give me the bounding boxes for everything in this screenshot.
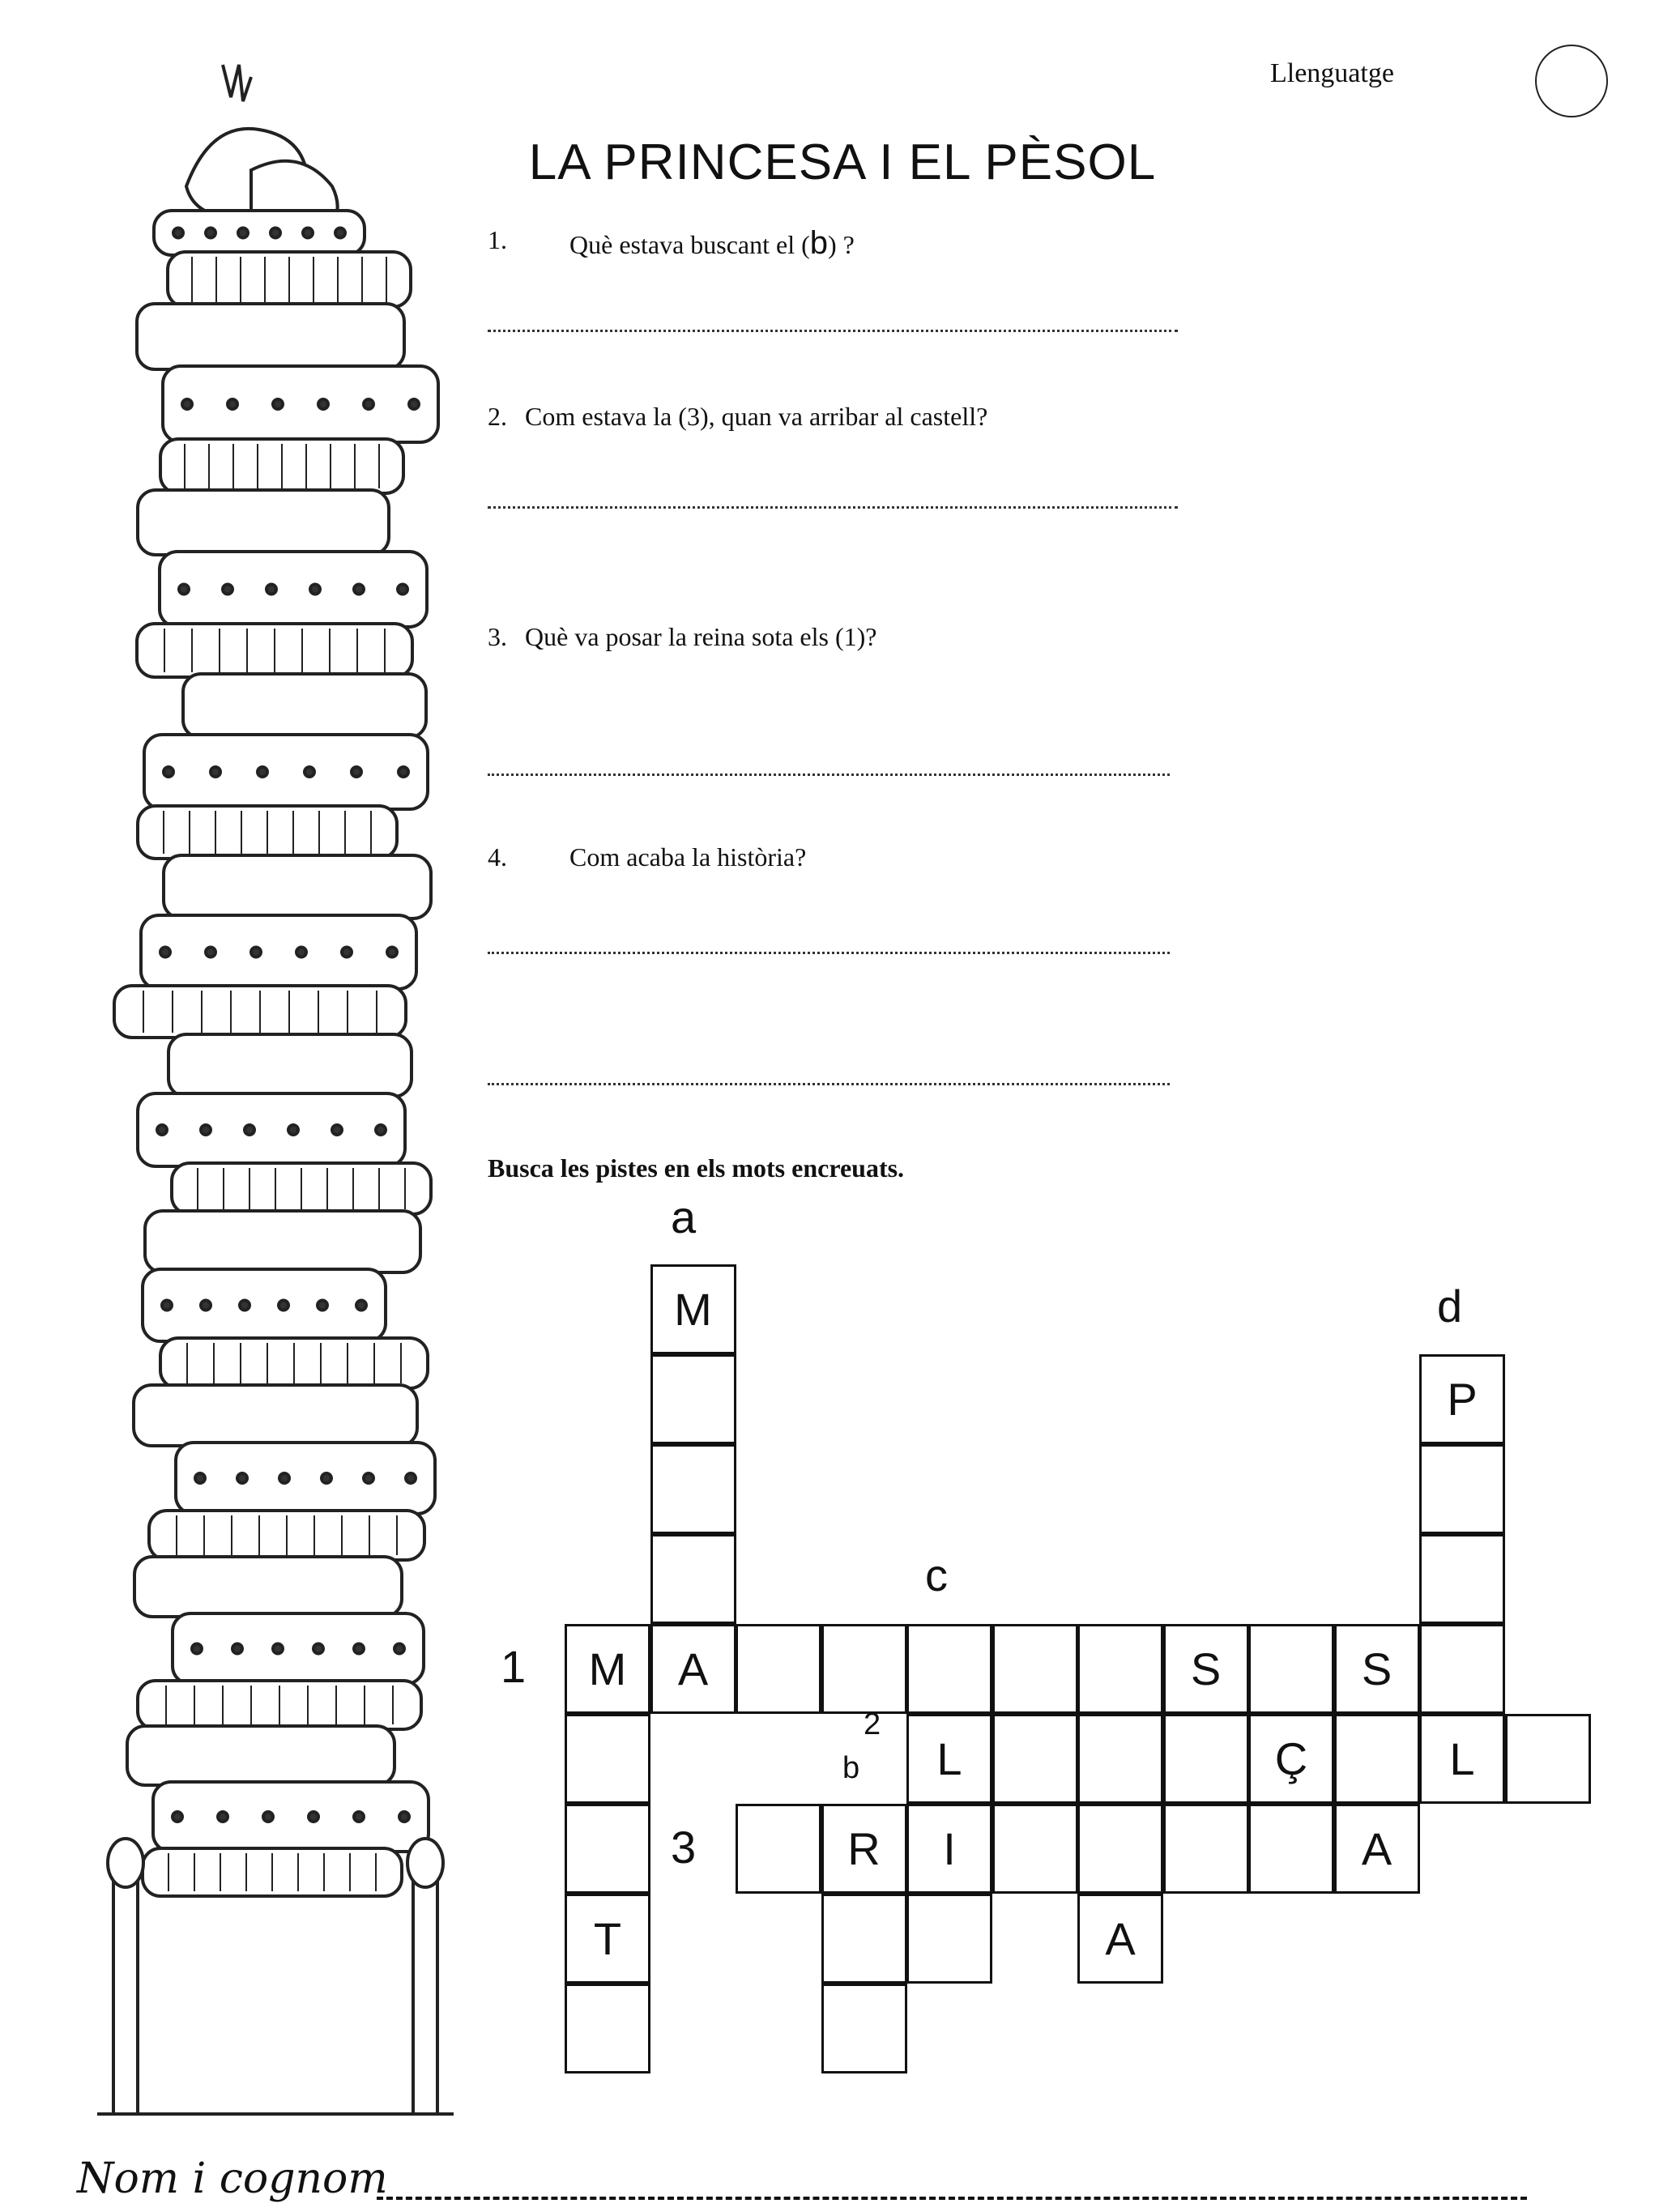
crossword-cell[interactable] <box>1505 1714 1591 1804</box>
crossword-cell[interactable] <box>992 1624 1078 1714</box>
clue-label-a: a <box>671 1191 697 1242</box>
crossword-given-letter: M <box>674 1284 712 1335</box>
mattress-shape <box>145 1211 420 1272</box>
mattress-dot <box>335 228 345 238</box>
crossword-cell[interactable] <box>1419 1444 1505 1534</box>
mattress-dot <box>364 399 373 409</box>
mattress-dot <box>228 399 237 409</box>
mattress-shape <box>143 1269 386 1341</box>
mattress-dot <box>288 1125 298 1135</box>
mattress-dot <box>398 585 407 595</box>
mattress-shape <box>137 304 404 369</box>
mattress-dot <box>296 948 306 957</box>
mattress-shape <box>134 1385 417 1446</box>
crossword-cell[interactable] <box>1419 1534 1505 1624</box>
mattress-shape <box>154 211 365 255</box>
mattress-shape <box>176 1443 435 1514</box>
clue-label-c: c <box>925 1549 948 1600</box>
crossword-given-letter: P <box>1447 1374 1478 1425</box>
mattress-dot <box>271 228 280 238</box>
mattress-dot <box>354 1812 364 1822</box>
mattress-shape <box>163 366 438 442</box>
question-4-text: Com acaba la història? <box>569 842 807 872</box>
mattress-dot <box>354 585 364 595</box>
page-title: LA PRINCESA I EL PÈSOL <box>528 134 1157 190</box>
mattress-shape <box>138 1093 405 1166</box>
mattress-dot <box>318 1301 327 1311</box>
mattress-dot <box>218 1812 228 1822</box>
question-3-number: 3. <box>488 622 507 651</box>
mattress-dot <box>211 767 220 777</box>
mattress-shape <box>183 674 426 738</box>
crossword-cell[interactable] <box>565 1804 650 1894</box>
clue-label-b: b <box>842 1751 860 1785</box>
question-1-number: 1. <box>488 225 507 254</box>
grade-circle <box>1535 45 1608 117</box>
crossword-cell[interactable] <box>1419 1624 1505 1714</box>
crossword-cell[interactable] <box>821 1624 907 1714</box>
crossword-cell[interactable] <box>1163 1804 1249 1894</box>
mattress-dot <box>195 1473 205 1483</box>
subject-label: Llenguatge <box>1270 58 1394 88</box>
mattress-dot <box>173 228 183 238</box>
crossword-cell[interactable] <box>992 1804 1078 1894</box>
mattress-dot <box>406 1473 416 1483</box>
mattress-shape <box>168 1034 412 1097</box>
mattress-dot <box>164 767 173 777</box>
mattress-shape <box>153 1782 429 1852</box>
crossword-cell[interactable] <box>906 1894 992 1984</box>
question-1-text: Què estava buscant el (b) ? <box>569 225 855 261</box>
mattress-dot <box>162 1301 172 1311</box>
mattress-dot <box>303 228 313 238</box>
mattress-dot <box>342 948 352 957</box>
mattress-dot <box>223 585 232 595</box>
answer-line-4a[interactable] <box>488 952 1170 954</box>
mattress-dot <box>273 1644 283 1654</box>
crossword-cell[interactable] <box>1334 1714 1420 1804</box>
mattress-dot <box>238 228 248 238</box>
crossword-cell[interactable] <box>650 1354 736 1444</box>
mattress-dot <box>332 1125 342 1135</box>
question-2-text: Com estava la (3), quan va arribar al castell? <box>525 402 988 431</box>
mattress-dot <box>192 1644 202 1654</box>
mattress-dot <box>173 1812 182 1822</box>
mattress-dot <box>309 1812 318 1822</box>
clue-label-d: d <box>1437 1281 1463 1332</box>
mattress-dot <box>352 767 361 777</box>
crossword-cell[interactable] <box>1077 1804 1163 1894</box>
crossword-cell[interactable] <box>1248 1804 1334 1894</box>
stack-of-mattresses-illustration <box>49 49 470 2122</box>
mattress-dot <box>206 948 215 957</box>
crossword-given-letter: S <box>1361 1643 1392 1694</box>
crossword-cell[interactable] <box>650 1534 736 1624</box>
crossword-given-letter: R <box>847 1823 881 1874</box>
mattress-dot <box>160 948 170 957</box>
mattress-dot <box>240 1301 249 1311</box>
mattress-shape <box>138 490 389 555</box>
answer-line-1[interactable] <box>488 330 1178 332</box>
crossword-cell[interactable] <box>650 1444 736 1534</box>
mattress-dot <box>399 767 408 777</box>
mattress-dot <box>354 1644 364 1654</box>
crossword-cell[interactable] <box>736 1804 821 1894</box>
mattress-shape <box>127 1726 394 1785</box>
crossword-given-letter: Ç <box>1274 1733 1308 1784</box>
crossword-cell[interactable] <box>736 1624 821 1714</box>
mattress-dot <box>394 1644 404 1654</box>
mattress-shape <box>164 855 431 918</box>
crossword-cell[interactable] <box>1077 1714 1163 1804</box>
mattress-shape <box>173 1613 424 1684</box>
crossword-given-letter: A <box>1105 1913 1136 1964</box>
mattress-dot <box>201 1125 211 1135</box>
answer-line-4b[interactable] <box>488 1083 1170 1085</box>
mattress-dot <box>179 585 189 595</box>
crossword-cell[interactable] <box>821 1984 907 2073</box>
mattress-dot <box>376 1125 386 1135</box>
mattress-dot <box>318 399 328 409</box>
name-label: Nom i cognom <box>77 2154 388 2203</box>
crossword-cell[interactable] <box>1248 1624 1334 1714</box>
mattress-dot <box>399 1812 409 1822</box>
question-2-number: 2. <box>488 402 507 431</box>
mattress-dot <box>305 767 314 777</box>
mattress-shape <box>141 915 416 989</box>
name-input-line[interactable] <box>377 2197 1527 2200</box>
answer-line-2[interactable] <box>488 506 1178 509</box>
crossword-given-letter: I <box>943 1823 956 1874</box>
crossword-cell[interactable] <box>565 1714 650 1804</box>
mattress-dot <box>279 1301 288 1311</box>
mattress-dot <box>157 1125 167 1135</box>
mattress-dot <box>237 1473 247 1483</box>
clue-label-3: 3 <box>671 1822 697 1873</box>
mattress-dot <box>387 948 397 957</box>
clue-label-1: 1 <box>501 1641 527 1692</box>
mattress-shape <box>144 735 428 809</box>
crossword-given-letter: L <box>936 1733 962 1784</box>
mattress-dot <box>409 399 419 409</box>
crossword-cell[interactable] <box>1163 1714 1249 1804</box>
mattress-dot <box>251 948 261 957</box>
answer-line-3[interactable] <box>488 774 1170 776</box>
mattress-dot <box>232 1644 242 1654</box>
crossword-given-letter: A <box>677 1643 709 1694</box>
question-4-number: 4. <box>488 842 507 872</box>
mattress-dot <box>273 399 283 409</box>
mattress-dot <box>313 1644 323 1654</box>
crossword-given-letter: A <box>1361 1823 1392 1874</box>
mattress-dot <box>263 1812 273 1822</box>
crossword-given-letter: L <box>1449 1733 1475 1784</box>
mattress-shape <box>134 1557 402 1617</box>
question-3-text: Què va posar la reina sota els (1)? <box>525 622 877 651</box>
mattress-dot <box>267 585 276 595</box>
crossword-cell[interactable] <box>906 1624 992 1714</box>
mattress-dot <box>279 1473 289 1483</box>
mattress-dot <box>310 585 320 595</box>
crossword-cell[interactable] <box>821 1894 907 1984</box>
crossword-cell[interactable] <box>1077 1624 1163 1714</box>
mattress-dot <box>245 1125 254 1135</box>
mattress-dot <box>258 767 267 777</box>
mattress-shape <box>160 552 427 627</box>
mattress-dot <box>206 228 215 238</box>
crossword-given-letter: S <box>1190 1643 1222 1694</box>
mattress-dot <box>364 1473 373 1483</box>
mattress-dot <box>201 1301 211 1311</box>
crossword-cell[interactable] <box>565 1984 650 2073</box>
mattress-dot <box>356 1301 366 1311</box>
question-1-marker: b <box>809 225 829 261</box>
crossword-instruction: Busca les pistes en els mots encreuats. <box>488 1153 905 1183</box>
crossword-given-letter: M <box>588 1643 627 1694</box>
mattress-dot <box>322 1473 331 1483</box>
mattress-dot <box>182 399 192 409</box>
crossword-cell[interactable] <box>992 1714 1078 1804</box>
crossword-given-letter: T <box>593 1913 622 1964</box>
clue-label-2: 2 <box>864 1707 881 1741</box>
